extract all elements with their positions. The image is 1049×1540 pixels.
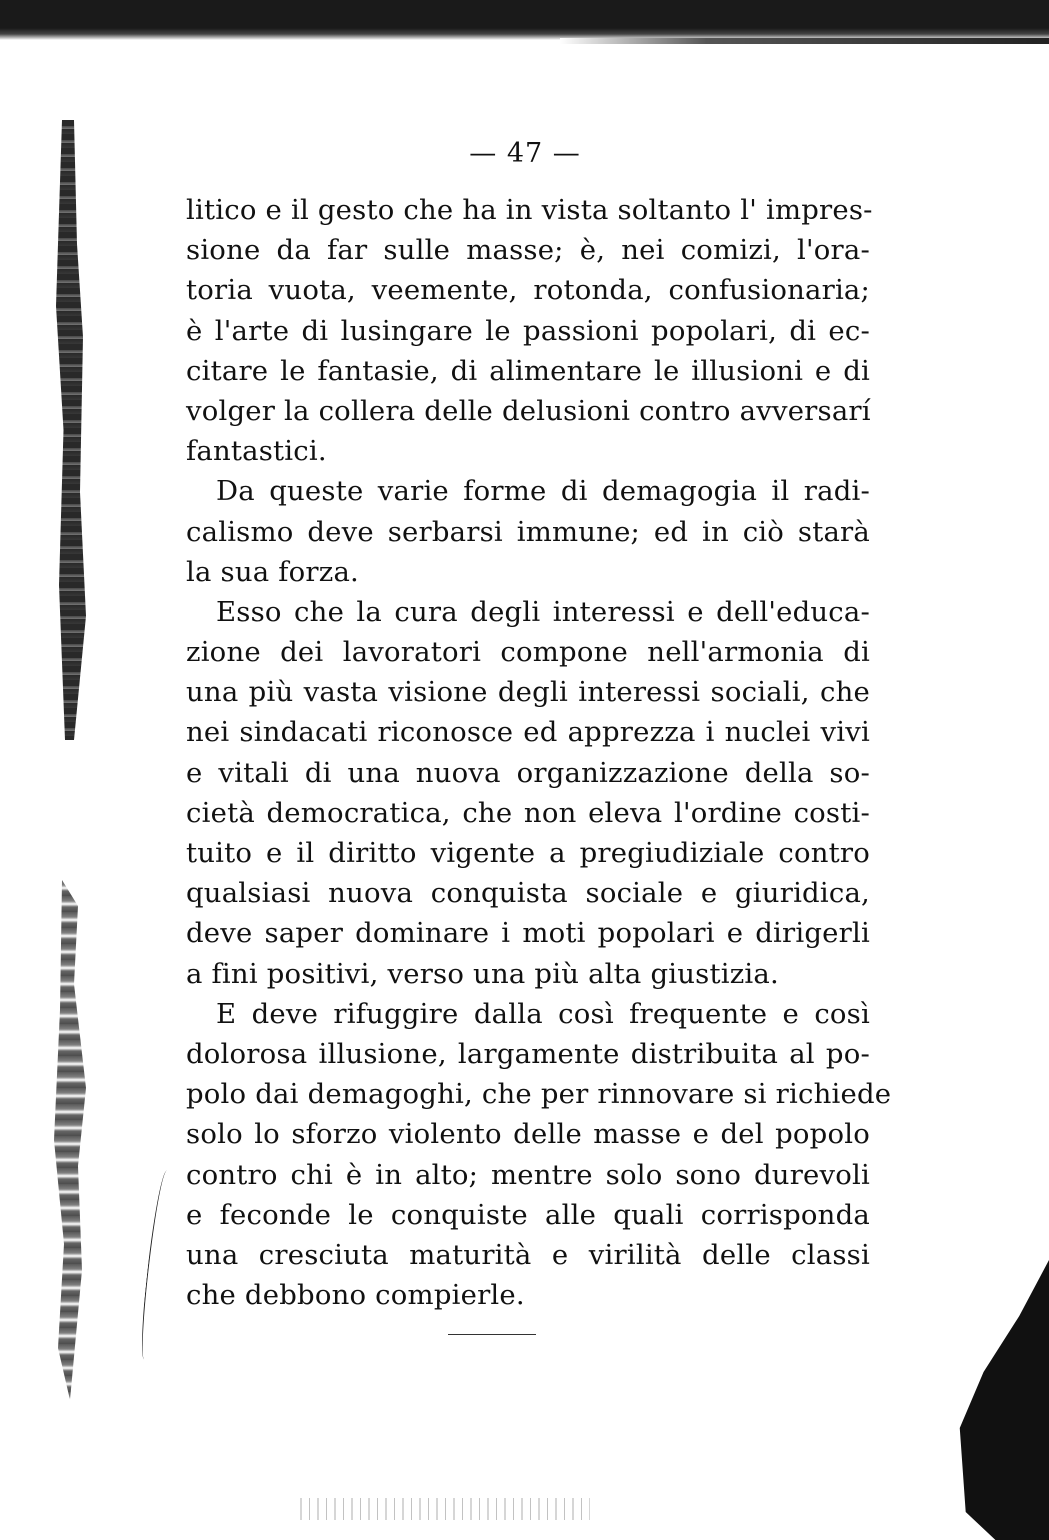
text-line: cietà democratica, che non eleva l'ordine costi- — [186, 796, 870, 829]
text-line: la sua forza. — [186, 555, 359, 588]
paragraph-4 — [186, 994, 892, 1316]
text-line: che debbono compierle. — [186, 1279, 525, 1312]
paragraph-2 — [186, 471, 870, 592]
text-line: solo lo sforzo violento delle masse e del popolo — [186, 1118, 870, 1151]
text-line: toria vuota, veemente, rotonda, confusionaria; — [186, 274, 870, 307]
text-line: è l'arte di lusingare le passioni popolari, di ec- — [186, 314, 870, 347]
scan-corner-shadow — [930, 1260, 1049, 1540]
text-line: a fini positivi, verso una più alta giustizia. — [186, 957, 779, 990]
pencil-margin-mark — [138, 1170, 173, 1361]
text-line: una più vasta visione degli interessi sociali, che — [186, 676, 870, 709]
text-line: deve saper dominare i moti popolari e dirigerli — [186, 917, 870, 950]
text-line: e feconde le conquiste alle quali corrisponda — [186, 1198, 870, 1231]
paragraph-1 — [186, 190, 873, 471]
text-line: sione da far sulle masse; è, nei comizi, l'ora- — [186, 234, 870, 267]
text-line: litico e il gesto che ha in vista soltanto l' impres- — [186, 194, 873, 226]
page-number: — 47 — — [469, 138, 581, 169]
text-line: dolorosa illusione, largamente distribuita al po- — [186, 1037, 870, 1070]
text-line: E deve rifuggire dalla così frequente e così — [216, 997, 870, 1030]
text-line: contro chi è in alto; mentre solo sono durevoli — [186, 1158, 870, 1191]
text-line: qualsiasi nuova conquista sociale e giuridica, — [186, 877, 870, 910]
text-line: tuito e il diritto vigente a pregiudiziale contro — [186, 837, 870, 869]
text-line: citare le fantasie, di alimentare le illusioni e di — [186, 354, 870, 387]
text-line: volger la collera delle delusioni contro avversarí — [186, 394, 871, 427]
text-line: Da queste varie forme di demagogia il radi- — [216, 475, 870, 508]
text-line: Esso che la cura degli interessi e dell'educa- — [216, 595, 870, 628]
scan-binding-shadow-lower — [50, 880, 90, 1400]
text-line: fantastici. — [186, 435, 327, 468]
text-line: e vitali di una nuova organizzazione della so- — [186, 756, 870, 789]
scan-bottom-noise — [300, 1498, 590, 1520]
scan-top-border — [0, 0, 1049, 40]
scan-binding-shadow-upper — [56, 120, 86, 740]
text-line: polo dai demagoghi, che per rinnovare si richiede — [186, 1078, 892, 1111]
paragraph-3 — [186, 592, 870, 994]
chapter-end-rule — [448, 1334, 536, 1335]
page-body-text — [186, 190, 892, 1315]
text-line: calismo deve serbarsi immune; ed in ciò starà — [186, 515, 870, 548]
scan-top-border-tail — [560, 38, 1049, 44]
text-line: una cresciuta maturità e virilità delle classi — [186, 1238, 870, 1271]
text-line: nei sindacati riconosce ed apprezza i nuclei vivi — [186, 716, 870, 749]
text-line: zione dei lavoratori compone nell'armonia di — [186, 636, 870, 669]
